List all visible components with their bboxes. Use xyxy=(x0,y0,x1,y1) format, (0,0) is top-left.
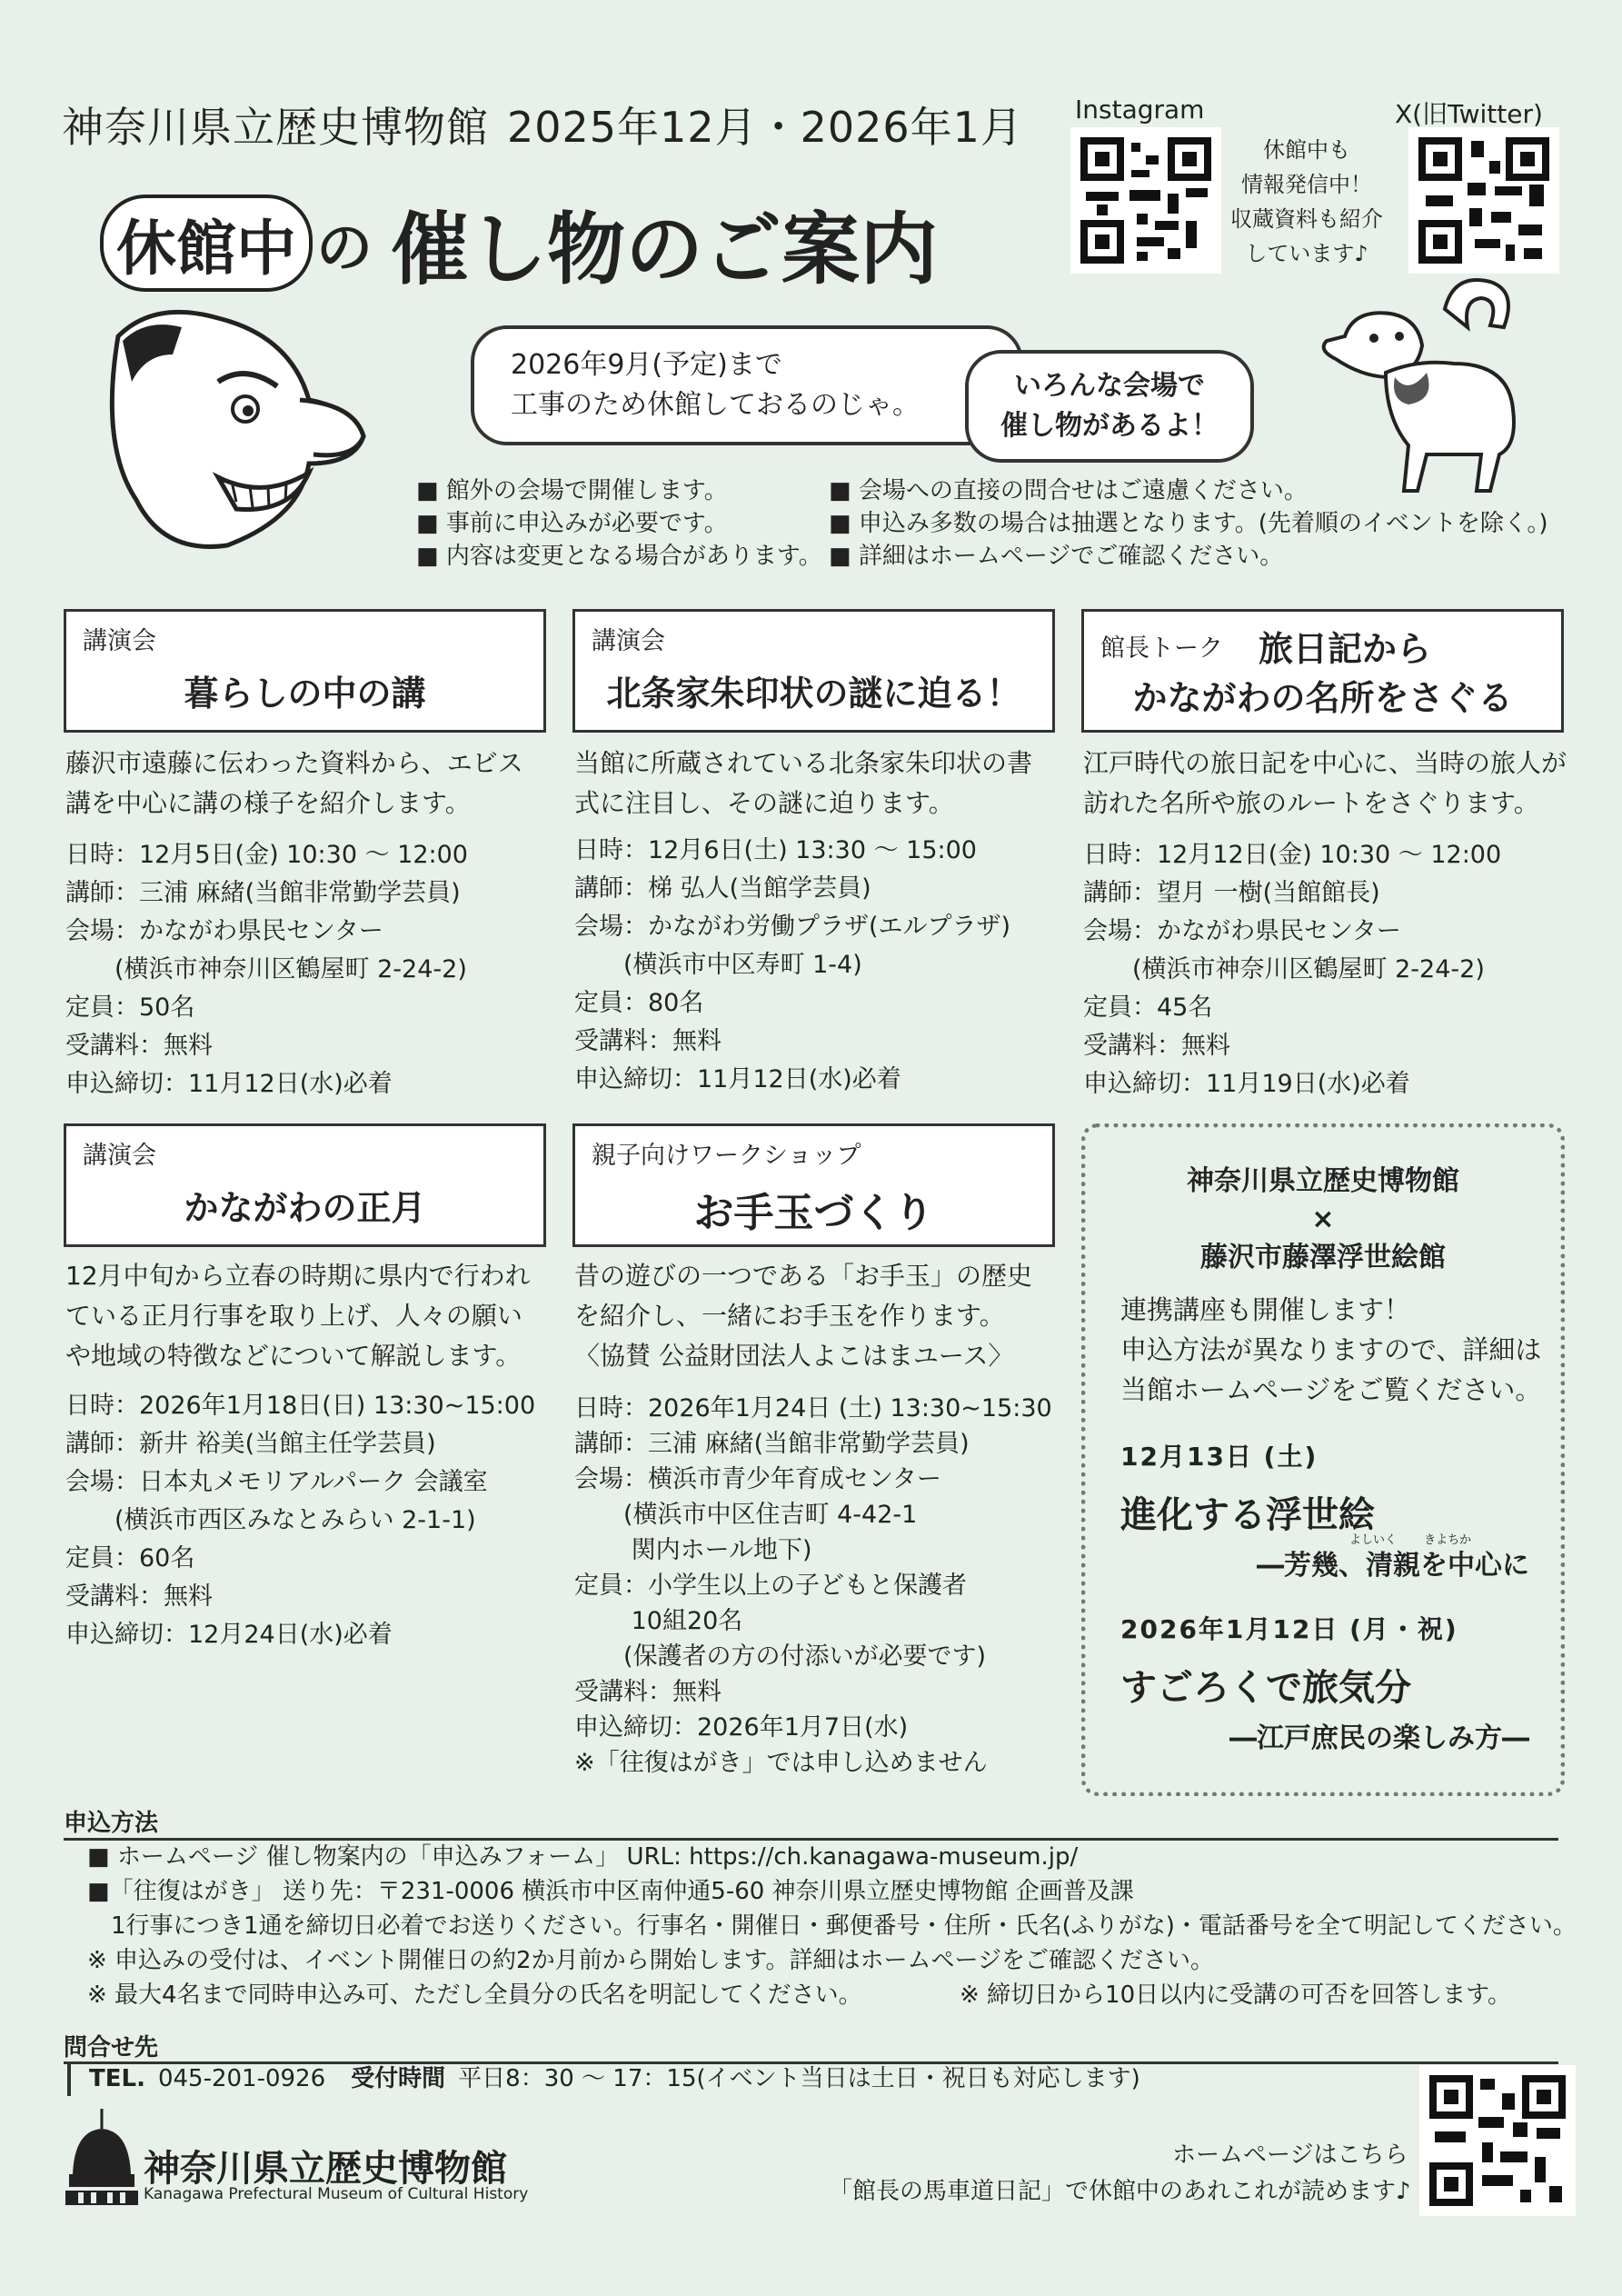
event-title: かながわの正月 xyxy=(184,1188,426,1228)
event-desc-3 xyxy=(1083,744,1567,824)
collab-title1: 進化する浮世絵 xyxy=(1120,1494,1375,1536)
note-item: ■ 事前に申込みが必要です。 xyxy=(416,510,728,537)
event-info-line: (横浜市西区みなとみらい 2-1-1) xyxy=(65,1506,476,1534)
collab-sub1: ―芳幾、清親を中心に xyxy=(1257,1550,1529,1582)
collab-line2: × xyxy=(1311,1203,1335,1235)
header-title xyxy=(62,95,1023,155)
instagram-label: Instagram xyxy=(1075,95,1205,125)
event-info-line: 申込締切：11月19日(水)必着 xyxy=(1083,1070,1410,1098)
hours: 平日8：30 ～ 17：15(イベント当日は土日・祝日も対応します) xyxy=(458,2065,1140,2092)
note-item: ■ 内容は変更となる場合があります。 xyxy=(416,543,822,570)
event-info-line: (横浜市中区住吉町 4-42-1 xyxy=(574,1501,918,1529)
speech-right-line1: いろんな会場で xyxy=(1014,370,1205,402)
collab-box xyxy=(1081,1123,1565,1796)
event-info-line: 定員：小学生以上の子どもと保護者 xyxy=(574,1572,967,1600)
event-info-line: 講師：新井 裕美(当館主任学芸員) xyxy=(65,1430,436,1458)
event-info-2 xyxy=(574,832,1010,1099)
event-desc-4 xyxy=(65,1256,531,1376)
event-info-line: (横浜市神奈川区鶴屋町 2-24-2) xyxy=(1083,955,1485,983)
event-info-4 xyxy=(65,1387,535,1654)
collab-heading xyxy=(1086,1163,1560,1277)
event-info-line: 会場：かながわ労働プラザ(エルプラザ) xyxy=(574,913,1011,941)
speech-left-line2: 工事のため休館しておるのじゃ。 xyxy=(511,389,920,421)
contact-line xyxy=(67,2061,1140,2096)
collab-date1: 12月13日 (土) xyxy=(1120,1442,1318,1472)
event-category: 講演会 xyxy=(592,627,665,655)
event-info-line: 日時：12月12日(金) 10:30 ～ 12:00 xyxy=(1083,841,1502,869)
tel-label: TEL. xyxy=(67,2061,145,2096)
event-info-line: 申込締切：11月12日(水)必着 xyxy=(574,1065,901,1093)
apply-line: ※ 申込みの受付は、イベント開催日の約2か月前から開始します。詳細はホームページをご確認ください。 xyxy=(87,1947,1214,1974)
event-info-line: 日時：2026年1月18日(日) 13:30~15:00 xyxy=(65,1392,536,1420)
notes-right xyxy=(829,474,1548,573)
collab-date2: 2026年1月12日 (月・祝) xyxy=(1120,1614,1458,1644)
event-category: 講演会 xyxy=(83,627,156,655)
event-box-1 xyxy=(64,609,546,733)
event-desc-5 xyxy=(574,1256,1032,1376)
speech-bubble-left xyxy=(471,325,1023,445)
mascot-face-icon xyxy=(82,300,382,554)
blog-label: 「館長の馬車道日記」で休館中のあれこれが読めます♪ xyxy=(829,2178,1411,2205)
event-info-line: 定員：60名 xyxy=(65,1544,195,1572)
social-note xyxy=(1225,133,1388,271)
event-info-line: 講師：三浦 麻緒(当館非常勤学芸員) xyxy=(65,879,461,907)
tel-number[interactable]: 045-201-0926 xyxy=(157,2065,326,2092)
event-desc-line: 式に注目し、その謎に迫ります。 xyxy=(574,788,954,818)
event-title: 北条家朱印状の謎に迫る！ xyxy=(606,674,1021,714)
event-info-line: 日時：12月6日(土) 13:30 ～ 15:00 xyxy=(574,836,977,864)
event-info-line: (横浜市中区寿町 1-4) xyxy=(574,951,862,979)
footer-logo-en: Kanagawa Prefectural Museum of Cultural History xyxy=(144,2185,529,2203)
event-info-line: (横浜市神奈川区鶴屋町 2-24-2) xyxy=(65,955,467,983)
event-info-line: 定員：50名 xyxy=(65,993,195,1022)
apply-lines xyxy=(87,1840,1577,2012)
event-title: 暮らしの中の講 xyxy=(184,674,426,714)
event-info-line: 申込締切：12月24日(水)必着 xyxy=(65,1621,393,1649)
collab-sub2: ―江戸庶民の楽しみ方― xyxy=(1229,1722,1529,1754)
event-info-line: 受講料：無料 xyxy=(65,1582,213,1611)
instagram-qr-icon[interactable] xyxy=(1070,127,1221,274)
event-info-line: 講師：三浦 麻緒(当館非常勤学芸員) xyxy=(574,1430,970,1458)
contact-heading: 問合せ先 xyxy=(64,2034,159,2061)
x-label: X(旧Twitter) xyxy=(1395,99,1543,129)
note-item: ■ 館外の会場で開催します。 xyxy=(416,477,728,504)
museum-logo-icon xyxy=(65,2109,138,2209)
event-desc-1 xyxy=(65,744,523,824)
event-desc-line: 〈協賛 公益財団法人よこはまユース〉 xyxy=(574,1341,1014,1371)
event-info-line: 定員：45名 xyxy=(1083,993,1213,1022)
social-note-line: 情報発信中！ xyxy=(1241,172,1372,197)
title-bubble xyxy=(100,195,313,292)
collab-title2: すごろくで旅気分 xyxy=(1120,1667,1411,1709)
event-info-line: 日時：12月5日(金) 10:30 ～ 12:00 xyxy=(65,841,468,869)
event-info-line: 10組20名 xyxy=(574,1607,743,1635)
event-info-line: (保護者の方の付添いが必要です) xyxy=(574,1642,987,1671)
main-title xyxy=(100,186,938,299)
event-box-4 xyxy=(64,1123,546,1247)
homepage-qr-icon[interactable] xyxy=(1419,2065,1576,2216)
event-box-3 xyxy=(1081,609,1564,733)
notes-left xyxy=(416,474,822,573)
apply-line[interactable]: ■ ホームページ 催し物案内の「申込みフォーム」 URL: https://ch.kanagawa-museum.jp/ xyxy=(87,1843,1079,1871)
title-bubble-1: 休 xyxy=(116,213,176,284)
period: 2025年12月・2026年1月 xyxy=(507,103,1023,152)
event-info-line: 会場：横浜市青少年育成センター xyxy=(574,1465,941,1493)
event-info-line: 会場：日本丸メモリアルパーク 会議室 xyxy=(65,1468,488,1496)
event-desc-line: を紹介し、一緒にお手玉を作ります。 xyxy=(574,1301,1005,1331)
apply-last-row xyxy=(87,1978,1559,2012)
event-info-line: 会場：かながわ県民センター xyxy=(65,917,383,945)
title-no: の xyxy=(316,214,373,281)
event-info-line: 講師：梯 弘人(当館学芸員) xyxy=(574,874,871,903)
event-category: 親子向けワークショップ xyxy=(592,1142,861,1170)
apply-line: ※ 締切日から10日以内に受講の可否を回答します。 xyxy=(960,1982,1512,2009)
event-info-line: 受講料：無料 xyxy=(65,1032,213,1060)
event-info-line: 関内ホール地下) xyxy=(574,1536,812,1564)
collab-ruby1: よしいく きよちか xyxy=(1349,1533,1472,1547)
event-desc-2 xyxy=(574,744,1032,824)
event-desc-line: 藤沢市遠藤に伝わった資料から、エビス xyxy=(65,748,523,778)
speech-right-line2: 催し物があるよ！ xyxy=(1000,410,1219,442)
event-info-line: 申込締切：2026年1月7日(水) xyxy=(574,1713,909,1742)
event-category: 館長トーク xyxy=(1100,634,1223,663)
event-info-line: 申込締切：11月12日(水)必着 xyxy=(65,1070,393,1098)
collab-desc-line: 申込方法が異なりますので、詳細は xyxy=(1120,1334,1542,1365)
event-desc-line: 当館に所蔵されている北条家朱印状の書 xyxy=(574,748,1033,778)
museum-name: 神奈川県立歴史博物館 xyxy=(62,103,489,152)
event-title: 旅日記から xyxy=(1259,629,1432,669)
mascot-dog-icon xyxy=(1309,273,1545,500)
apply-line: ■「往復はがき」 送り先：〒231-0006 横浜市中区南仲通5-60 神奈川県立歴史博物館 企画普及課 xyxy=(87,1878,1134,1905)
event-info-3 xyxy=(1083,836,1501,1103)
note-item: ■ 会場への直接の問合せはご遠慮ください。 xyxy=(829,477,1308,504)
x-qr-icon[interactable] xyxy=(1408,127,1559,274)
event-box-2 xyxy=(572,609,1055,733)
event-info-line: 会場：かながわ県民センター xyxy=(1083,917,1401,945)
event-desc-line: ている正月行事を取り上げ、人々の願い xyxy=(65,1301,522,1331)
event-info-line: 日時：2026年1月24日 (土) 13:30~15:30 xyxy=(574,1394,1052,1423)
apply-line: 1行事につき1通を締切日必着でお送りください。行事名・開催日・郵便番号・住所・氏名(ふりがな)・電話番号を全て明記してください。 xyxy=(87,1912,1577,1940)
collab-line3: 藤沢市藤澤浮世絵館 xyxy=(1200,1242,1446,1273)
event-info-line: 定員：80名 xyxy=(574,989,704,1017)
speech-left-line1: 2026年9月(予定)まで xyxy=(511,349,782,381)
event-desc-line: 講を中心に講の様子を紹介します。 xyxy=(65,788,471,818)
event-desc-line: 12月中旬から立春の時期に県内で行われ xyxy=(65,1261,531,1291)
title-main: 催し物のご案内 xyxy=(391,205,939,295)
event-title: お手玉づくり xyxy=(693,1190,934,1236)
collab-desc xyxy=(1120,1290,1541,1410)
event-desc-line: や地域の特徴などについて解説します。 xyxy=(65,1341,522,1371)
footer-logo-jp: 神奈川県立歴史博物館 xyxy=(144,2148,507,2190)
apply-heading: 申込方法 xyxy=(64,1810,159,1837)
event-info-line: 講師：望月 一樹(当館館長) xyxy=(1083,879,1380,907)
social-note-line: 収蔵資料も紹介 xyxy=(1230,206,1383,232)
event-desc-line: 訪れた名所や旅のルートをさぐります。 xyxy=(1083,788,1539,818)
event-info-line: ※「往復はがき」では申し込めません xyxy=(574,1749,988,1777)
event-info-line: 受講料：無料 xyxy=(574,1678,721,1706)
speech-bubble-right xyxy=(965,350,1254,463)
social-note-line: 休館中も xyxy=(1263,137,1350,163)
event-desc-line: 昔の遊びの一つである「お手玉」の歴史 xyxy=(574,1261,1033,1291)
homepage-label: ホームページはこちら xyxy=(1172,2141,1408,2169)
apply-line: ※ 最大4名まで同時申込み可、ただし全員分の氏名を明記してください。 xyxy=(87,1982,862,2009)
note-item: ■ 申込み多数の場合は抽選となります。(先着順のイベントを除く。) xyxy=(829,510,1548,537)
event-info-line: 受講料：無料 xyxy=(574,1027,721,1055)
social-note-line: しています♪ xyxy=(1245,241,1368,266)
event-info-5 xyxy=(574,1391,1052,1781)
collab-desc-line: 連携講座も開催します！ xyxy=(1120,1294,1411,1325)
collab-line1: 神奈川県立歴史博物館 xyxy=(1187,1165,1459,1197)
event-category: 講演会 xyxy=(83,1142,156,1170)
event-title-line2: かながわの名所をさぐる xyxy=(1132,678,1513,718)
event-desc-line: 江戸時代の旅日記を中心に、当時の旅人が xyxy=(1083,748,1567,778)
event-box-5 xyxy=(572,1123,1055,1247)
collab-desc-line: 当館ホームページをご覧ください。 xyxy=(1120,1374,1542,1405)
event-info-1 xyxy=(65,836,468,1103)
hours-label: 受付時間 xyxy=(351,2065,446,2092)
note-item: ■ 詳細はホームページでご確認ください。 xyxy=(829,543,1284,570)
event-info-line: 受講料：無料 xyxy=(1083,1032,1230,1060)
title-bubble-2: 館中 xyxy=(176,213,296,284)
